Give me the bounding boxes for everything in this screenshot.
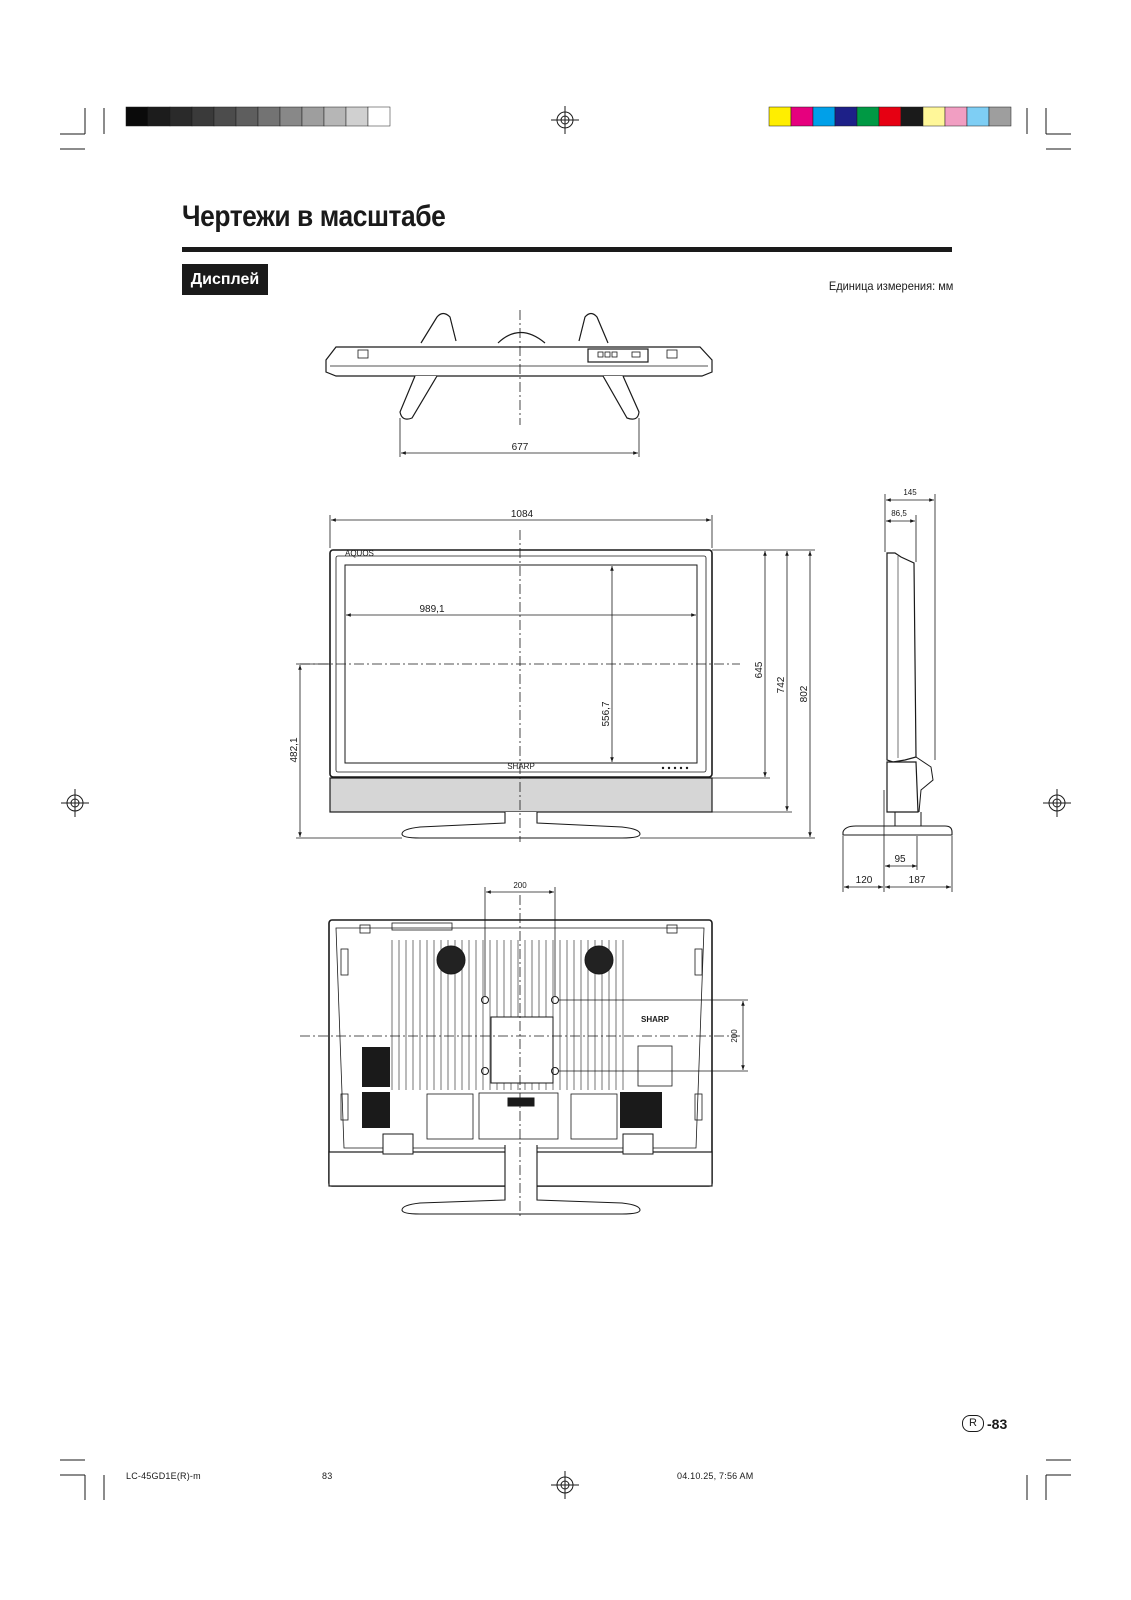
side-view-neck (916, 757, 933, 812)
footer-date: 04.10.25, 7:56 AM (677, 1471, 754, 1481)
front-series-mark: AQUOS (345, 549, 374, 558)
dim-label-side-depth-total: 145 (903, 488, 917, 497)
dim-label-side-base-187: 187 (908, 875, 926, 886)
footer-job-code: LC-45GD1E(R)-m (126, 1471, 201, 1481)
top-view-center-neck (498, 333, 545, 344)
top-view-panel (326, 347, 712, 376)
dim-label-screen-height: 556,7 (601, 701, 612, 727)
front-view-stand-base (402, 812, 640, 838)
front-logo-mark: SHARP (507, 762, 535, 771)
front-view-speaker-bar (330, 778, 712, 812)
rear-view-drawing (329, 920, 712, 1214)
dim-label-height-802: 802 (799, 685, 810, 703)
page-number-block (962, 1415, 1007, 1432)
dim-label-vesa-vertical: 200 (730, 1029, 739, 1043)
dim-label-vesa-horizontal: 200 (513, 881, 527, 890)
dim-label-height-645: 645 (754, 661, 765, 679)
top-view-right-leg-back (579, 314, 608, 344)
region-badge: R (962, 1415, 984, 1432)
page-title: Чертежи в масштабе (182, 200, 446, 233)
side-view-base (843, 826, 952, 835)
top-view-drawing (326, 314, 712, 420)
dim-label-side-base-95: 95 (894, 854, 906, 865)
front-view-drawing (330, 550, 712, 838)
dim-label-stand-width: 677 (511, 442, 529, 453)
top-view-left-leg-front (400, 376, 437, 419)
dim-label-side-base-120: 120 (855, 875, 873, 886)
rear-view-fan-left (437, 946, 465, 974)
side-view-drawing (843, 553, 952, 835)
footer-page-no: 83 (322, 1471, 333, 1481)
section-tab: Дисплей (182, 264, 268, 295)
rear-view-fan-right (585, 946, 613, 974)
dim-label-center-height: 482,1 (289, 737, 300, 763)
unit-label: Единица измерения: мм (828, 279, 953, 293)
side-view-speaker (887, 762, 918, 812)
front-view-bezel (330, 550, 712, 777)
page-number: -83 (987, 1415, 1008, 1432)
top-view-right-leg-front (603, 376, 639, 419)
rear-logo-mark: SHARP (640, 1015, 670, 1024)
dim-label-height-742: 742 (776, 676, 787, 694)
top-view-control-box (588, 349, 648, 362)
dim-label-side-depth-panel: 86,5 (891, 509, 907, 518)
top-view-left-leg-back (421, 314, 456, 344)
dim-label-overall-width: 1084 (510, 509, 534, 520)
rear-view-mount-plate (491, 1017, 553, 1083)
side-view-panel (887, 553, 916, 762)
dim-label-screen-width: 989,1 (419, 604, 445, 615)
